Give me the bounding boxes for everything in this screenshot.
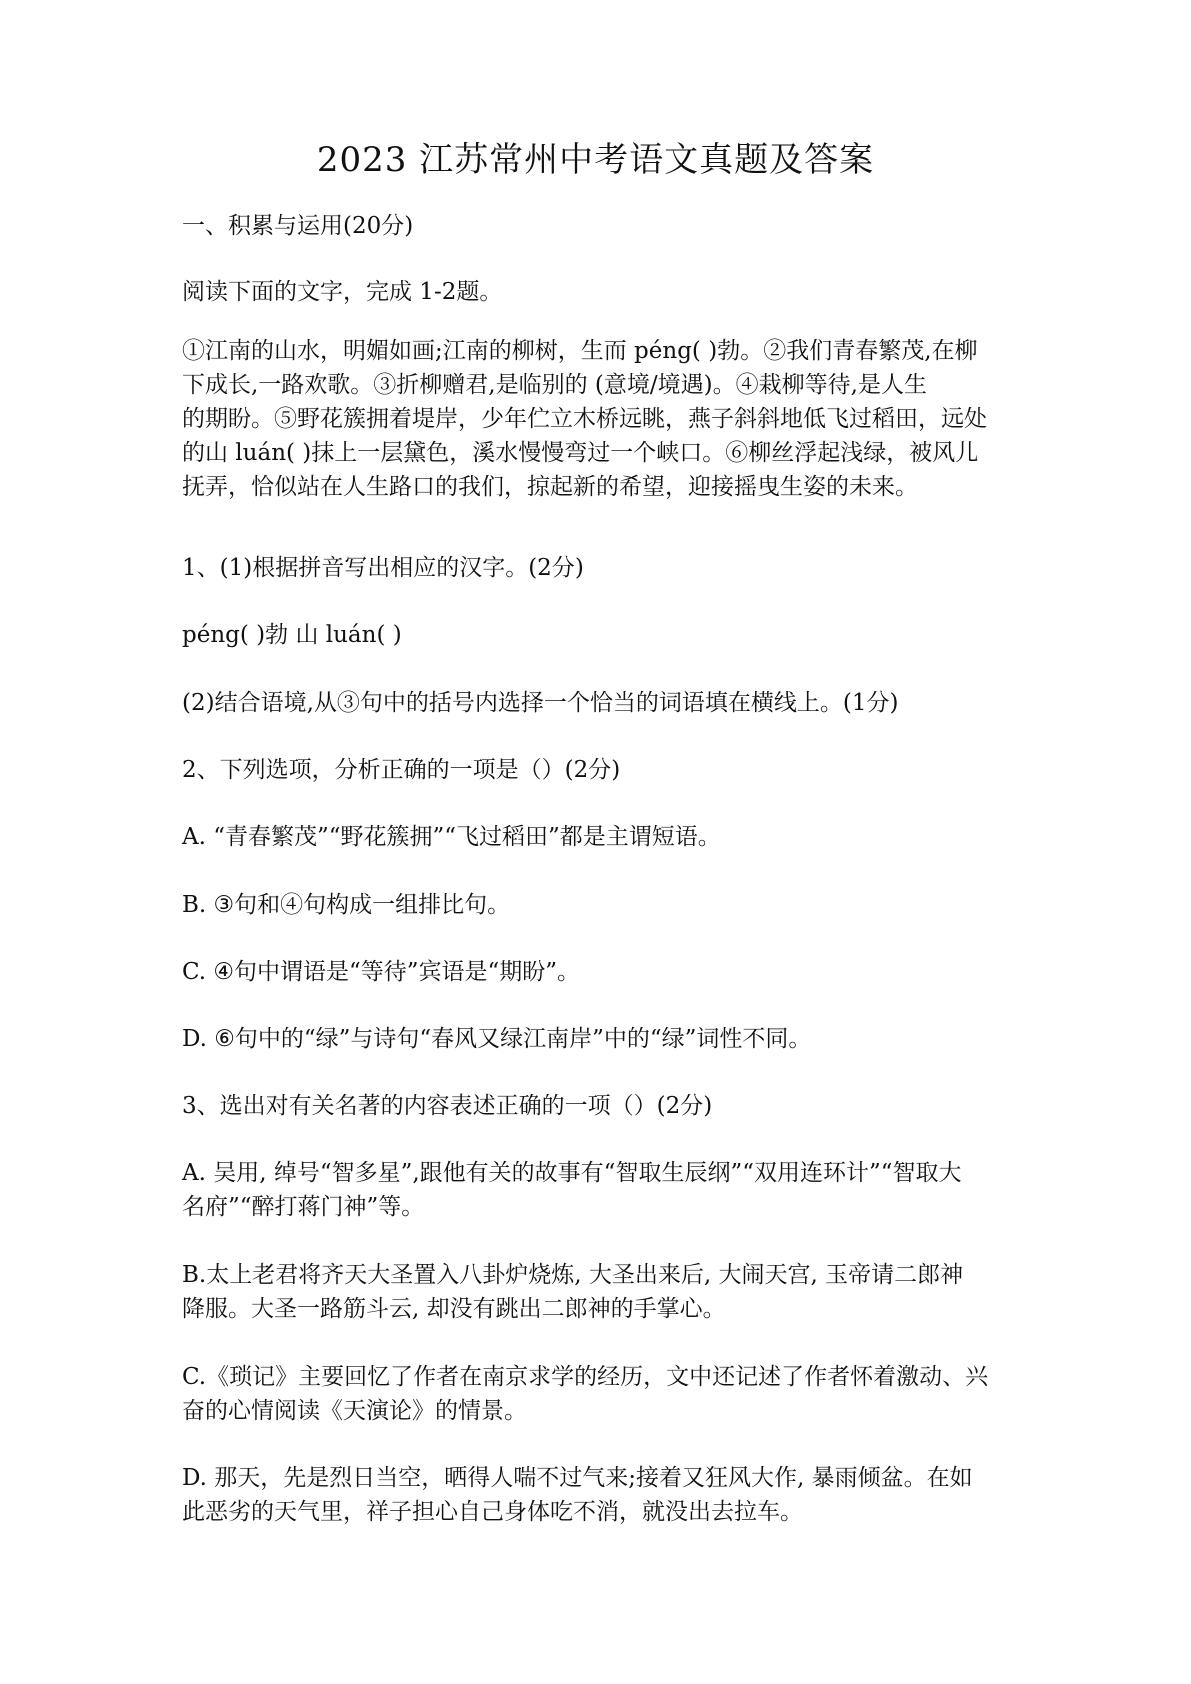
passage-line: 的山 luán( )抹上一层黛色，溪水慢慢弯过一个峡口。⑥柳丝浮起浅绿，被风儿 bbox=[182, 440, 979, 466]
question-3-option-c bbox=[182, 1360, 1020, 1428]
option-line: A. 吴用, 绰号“智多星”,跟他有关的故事有“智取生辰纲”“双用连环计”“智取大 bbox=[182, 1160, 962, 1186]
document-title: 2023 江苏常州中考语文真题及答案 bbox=[316, 140, 875, 180]
option-line: C.《琐记》主要回忆了作者在南京求学的经历，文中还记述了作者怀着激动、兴 bbox=[182, 1364, 989, 1390]
option-line: 奋的心情阅读《天演论》的情景。 bbox=[182, 1398, 527, 1424]
question-2-option-b: B. ③句和④句构成一组排比句。 bbox=[182, 892, 511, 918]
option-line: D. 那天，先是烈日当空，晒得人喘不过气来;接着又狂风大作, 暴雨倾盆。在如 bbox=[182, 1465, 973, 1491]
option-line: 此恶劣的天气里，祥子担心自己身体吃不消，就没出去拉车。 bbox=[182, 1499, 803, 1525]
question-2-option-c: C. ④句中谓语是“等待”宾语是“期盼”。 bbox=[182, 959, 581, 985]
question-1-pinyin: péng( )勃 山 luán( ) bbox=[182, 622, 402, 648]
passage-line: 抚弄，恰似站在人生路口的我们，掠起新的希望，迎接摇曳生姿的未来。 bbox=[182, 474, 918, 500]
question-2-option-a: A. “青春繁茂”“野花簇拥”“飞过稻田”都是主谓短语。 bbox=[182, 824, 721, 850]
question-1-part-2: (2)结合语境,从③句中的括号内选择一个恰当的词语填在横线上。(1分) bbox=[182, 690, 899, 716]
question-3-option-a bbox=[182, 1156, 1020, 1224]
option-line: B.太上老君将齐天大圣置入八卦炉烧炼, 大圣出来后, 大闹天宫, 玉帝请二郎神 bbox=[182, 1262, 964, 1288]
passage-line: ①江南的山水，明媚如画;江南的柳树，生而 péng( )勃。②我们青春繁茂,在柳 bbox=[182, 338, 978, 364]
question-1-stem: 1、(1)根据拼音写出相应的汉字。(2分) bbox=[182, 555, 584, 581]
question-3-stem: 3、选出对有关名著的内容表述正确的一项（）(2分) bbox=[182, 1093, 713, 1119]
question-3-option-b bbox=[182, 1258, 1020, 1326]
passage-line: 下成长,一路欢歌。③折柳赠君,是临别的 (意境/境遇)。④栽柳等待,是人生 bbox=[182, 372, 927, 398]
question-2-stem: 2、下列选项，分析正确的一项是（）(2分) bbox=[182, 757, 621, 783]
option-line: 名府”“醉打蒋门神”等。 bbox=[182, 1194, 425, 1220]
reading-passage bbox=[182, 334, 1020, 504]
reading-instruction: 阅读下面的文字，完成 1-2题。 bbox=[182, 279, 503, 305]
passage-line: 的期盼。⑤野花簇拥着堤岸，少年伫立木桥远眺，燕子斜斜地低飞过稻田，远处 bbox=[182, 406, 987, 432]
option-line: 降服。大圣一路筋斗云, 却没有跳出二郎神的手掌心。 bbox=[182, 1296, 726, 1322]
section-heading: 一、积累与运用(20分) bbox=[182, 213, 414, 239]
question-2-option-d: D. ⑥句中的“绿”与诗句“春风又绿江南岸”中的“绿”词性不同。 bbox=[182, 1026, 812, 1052]
question-3-option-d bbox=[182, 1461, 1020, 1529]
